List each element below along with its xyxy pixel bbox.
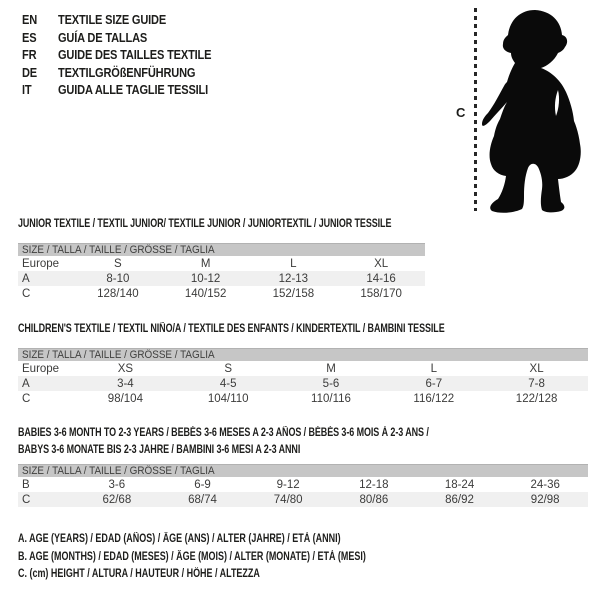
junior-textile-table <box>18 216 425 301</box>
table-cell: 104/110 <box>207 392 249 405</box>
table-cell: 116/122 <box>413 392 455 405</box>
row-label: Europe <box>22 257 60 270</box>
table-cell: 158/170 <box>360 287 402 300</box>
height-dashed-line <box>474 8 477 211</box>
language-title-text: TEXTILE SIZE GUIDE <box>58 12 167 28</box>
language-code-text: DE <box>22 64 38 80</box>
table-cell: 24-36 <box>530 478 560 491</box>
language-code <box>22 65 58 80</box>
table-title <box>18 442 588 459</box>
table-cell: M <box>326 362 336 375</box>
note-text: A. AGE (YEARS) / EDAD (AÑOS) / ÂGE (ANS) / ALTER (JAHRE) / ETÀ (ANNI) <box>18 533 341 545</box>
table-row <box>18 361 588 376</box>
row-label: A <box>22 377 30 390</box>
table-cell: XL <box>374 257 389 270</box>
table-cell: 12-13 <box>278 272 309 285</box>
size-header-text: SIZE / TALLA / TAILLE / GRÖSSE / TAGLIA <box>22 244 215 256</box>
legend-notes <box>18 531 464 584</box>
table-cell: 18-24 <box>444 478 475 491</box>
table-cell: L <box>290 257 297 270</box>
table-cell: 80/86 <box>359 493 389 506</box>
note-line <box>18 531 464 549</box>
baby-silhouette-icon <box>481 7 596 215</box>
language-code-text: FR <box>22 47 37 63</box>
language-list <box>22 11 238 99</box>
size-header-text: SIZE / TALLA / TAILLE / GRÖSSE / TAGLIA <box>22 465 215 477</box>
table-cell: 4-5 <box>219 377 237 390</box>
language-title-text: GUÍA DE TALLAS <box>58 29 148 45</box>
language-code-text: EN <box>22 12 38 28</box>
table-cell: 98/104 <box>107 392 143 405</box>
table-cell: 140/152 <box>184 287 227 300</box>
size-header-bar <box>18 243 425 256</box>
language-title <box>58 12 185 27</box>
note-text: B. AGE (MONTHS) / EDAD (MESES) / ÂGE (MOIS) / ALTER (MONATE) / ETÀ (MESI) <box>18 550 366 563</box>
table-cell: 10-12 <box>190 272 221 285</box>
table-title <box>18 425 588 442</box>
table-row <box>18 477 588 492</box>
table-cell: 74/80 <box>273 493 303 506</box>
language-code <box>22 30 58 45</box>
table-row <box>18 271 425 286</box>
table-cell: L <box>430 362 437 375</box>
language-code <box>22 47 58 62</box>
row-label: C <box>22 287 31 300</box>
table-title-text: BABIES 3-6 MONTH TO 2-3 YEARS / BEBÉS 3-6 MESES A 2-3 AÑOS / BÉBÉS 3-6 MOIS À 2-3 ANS / <box>18 427 429 439</box>
table-cell: XL <box>529 362 544 375</box>
table-cell: 9-12 <box>276 478 300 491</box>
table-cell: 122/128 <box>515 392 558 405</box>
language-title <box>58 30 163 45</box>
language-title <box>58 47 238 62</box>
table-title-text: JUNIOR TEXTILE / TEXTIL JUNIOR/ TEXTILE JUNIOR / JUNIORTEXTIL / JUNIOR TESSILE <box>18 218 392 230</box>
table-row <box>18 376 588 391</box>
table-title-block <box>18 216 425 233</box>
row-label: C <box>22 493 31 506</box>
size-header-text: SIZE / TALLA / TAILLE / GRÖSSE / TAGLIA <box>22 349 215 361</box>
table-cell: S <box>114 257 122 270</box>
babies-textile-table <box>18 425 588 507</box>
language-row <box>22 46 238 64</box>
row-label: C <box>22 392 31 405</box>
language-row <box>22 11 238 29</box>
size-header-bar <box>18 464 588 477</box>
table-cell: M <box>200 257 211 270</box>
table-title-block <box>18 425 588 459</box>
row-label: A <box>22 272 30 285</box>
table-cell: 92/98 <box>530 493 560 506</box>
note-line <box>18 549 464 567</box>
row-label: B <box>22 478 30 491</box>
table-cell: 6-9 <box>194 478 211 491</box>
table-cell: 14-16 <box>366 272 396 285</box>
language-code-text: IT <box>22 82 32 98</box>
language-code <box>22 12 58 27</box>
table-cell: 7-8 <box>528 377 545 390</box>
table-cell: 62/68 <box>102 493 132 506</box>
language-code <box>22 82 58 97</box>
table-cell: 68/74 <box>188 493 217 506</box>
table-row <box>18 286 425 301</box>
table-cell: S <box>224 362 233 375</box>
table-row <box>18 256 425 271</box>
table-cell: 3-6 <box>108 478 126 491</box>
language-title-text: GUIDE DES TAILLES TEXTILE <box>58 47 212 63</box>
note-text: C. (cm) HEIGHT / ALTURA / HAUTEUR / HÖHE / ALTEZZA <box>18 568 260 580</box>
table-title-text: BABYS 3-6 MONATE BIS 2-3 JAHRE / BAMBINI 3-6 MESI A 2-3 ANNI <box>18 444 301 456</box>
size-header-bar <box>18 348 588 361</box>
table-cell: XS <box>117 362 134 375</box>
table-row <box>18 492 588 507</box>
language-row <box>22 81 238 99</box>
table-cell: 3-4 <box>117 377 134 390</box>
row-label: Europe <box>22 362 60 375</box>
table-title-block <box>18 321 588 338</box>
childrens-textile-table <box>18 321 588 406</box>
table-row <box>18 391 588 406</box>
language-row <box>22 64 238 82</box>
table-title-text: CHILDREN'S TEXTILE / TEXTIL NIÑO/A / TEXTILE DES ENFANTS / KINDERTEXTIL / BAMBINI TESSILE <box>18 323 445 335</box>
table-cell: 110/116 <box>311 392 351 405</box>
language-row <box>22 29 238 47</box>
table-cell: 6-7 <box>425 377 443 390</box>
language-title <box>58 65 220 80</box>
note-line <box>18 566 464 584</box>
height-measure-label: C <box>456 105 466 120</box>
language-title-text: TEXTILGRÖßENFÜHRUNG <box>58 64 196 80</box>
language-title-text: GUIDA ALLE TAGLIE TESSILI <box>58 82 209 98</box>
table-cell: 5-6 <box>322 377 340 390</box>
language-title <box>58 82 235 97</box>
table-cell: 152/158 <box>272 287 315 300</box>
table-cell: 128/140 <box>97 287 139 300</box>
table-cell: 12-18 <box>359 478 389 491</box>
language-code-text: ES <box>22 29 37 45</box>
table-cell: 86/92 <box>445 493 474 506</box>
table-title <box>18 216 425 233</box>
table-cell: 8-10 <box>106 272 130 285</box>
table-title <box>18 321 588 338</box>
